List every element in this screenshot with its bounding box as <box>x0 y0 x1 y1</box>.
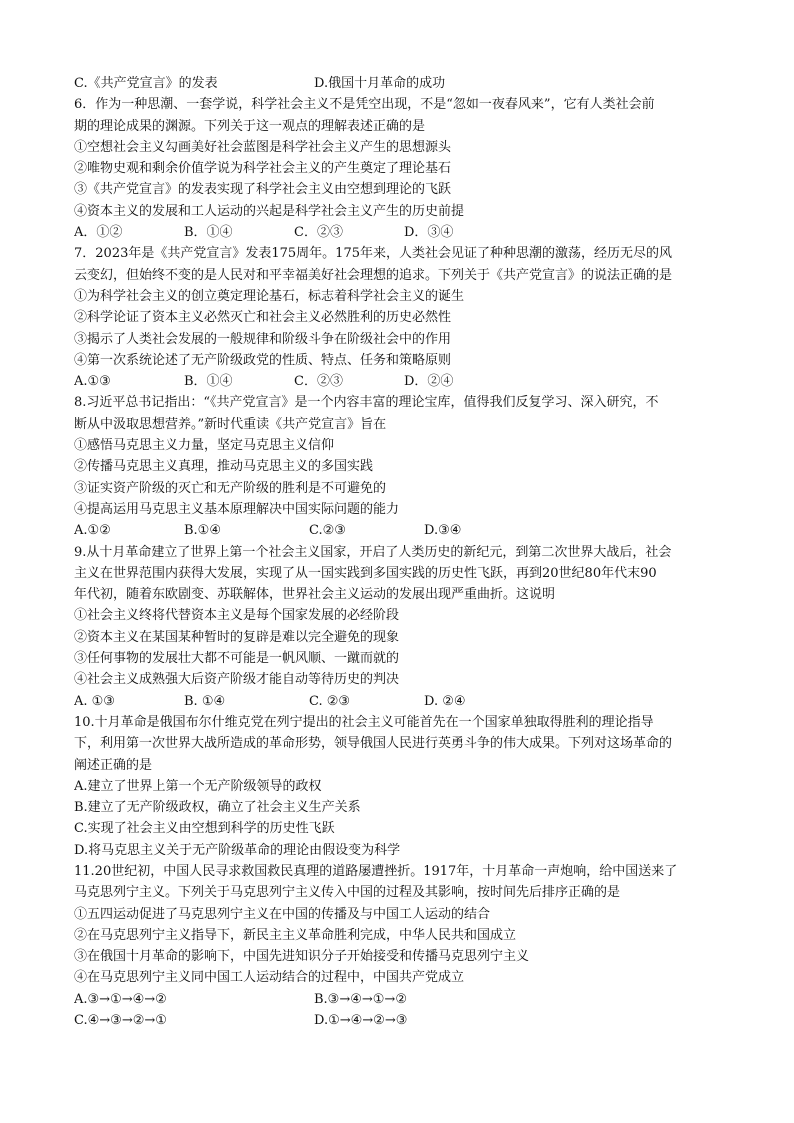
q11-options-row-1 <box>74 989 724 1010</box>
q9-option-c: C. ②③ <box>309 693 351 709</box>
q6-options <box>74 222 724 243</box>
q11-options-row-2 <box>74 1010 724 1031</box>
q9-option-a: A. ①③ <box>74 693 115 709</box>
q9-option-b: B. ①④ <box>184 693 226 709</box>
q11-item-3: ③在俄国十月革命的影响下，中国先进知识分子开始接受和传播马克思列宁主义 <box>74 949 530 965</box>
q8-options <box>74 520 724 541</box>
question-8 <box>74 392 724 541</box>
q8-item-1: ①感悟马克思主义力量，坚定马克思主义信仰 <box>74 438 335 454</box>
q6-option-b: B．①④ <box>184 225 233 241</box>
question-6 <box>74 94 724 243</box>
q10-choice-d: D.将马克思主义关于无产阶级革命的理论由假设变为科学 <box>74 842 401 858</box>
q7-stem-line-2: 云变幻，但始终不变的是人民对和平幸福美好社会理想的追求。下列关于《共产党宣言》的说法正确的是 <box>74 267 673 283</box>
q7-item-4: ④第一次系统论述了无产阶级政党的性质、特点、任务和策略原则 <box>74 352 452 368</box>
q9-item-2: ②资本主义在某国某种暂时的复辟是难以完全避免的现象 <box>74 629 400 645</box>
q7-item-3: ③揭示了人类社会发展的一般规律和阶级斗争在阶级社会中的作用 <box>74 331 452 347</box>
q6-option-d: D．③④ <box>404 225 454 241</box>
question-10 <box>74 712 724 861</box>
q11-stem-line-1: 11.20世纪初，中国人民寻求救国救民真理的道路屡遭挫折。1917年，十月革命一声炮响，给中国送来了 <box>74 863 678 879</box>
q10-choice-c: C.实现了社会主义由空想到科学的历史性飞跃 <box>74 821 335 837</box>
q9-stem-line-2: 主义在世界范围内获得大发展，实现了从一国实践到多国实践的历史性飞跃，再到20世纪80年代末90 <box>74 565 657 581</box>
q9-stem-line-3: 年代初，随着东欧剧变、苏联解体，世界社会主义运动的发展出现严重曲折。这说明 <box>74 587 556 603</box>
q11-option-d: D.①→④→②→③ <box>314 1013 408 1029</box>
q6-option-c: C．②③ <box>294 225 343 241</box>
q11-item-2: ②在马克思列宁主义指导下，新民主主义革命胜利完成，中华人民共和国成立 <box>74 927 517 943</box>
q7-option-c: C．②③ <box>294 374 343 390</box>
q8-item-3: ③证实资产阶级的灭亡和无产阶级的胜利是不可避免的 <box>74 480 387 496</box>
q6-stem-line-1: 6．作为一种思潮、一套学说，科学社会主义不是凭空出现，不是“忽如一夜春风来”，它有人类社会前 <box>74 97 655 113</box>
q7-item-1: ①为科学社会主义的创立奠定理论基石，标志着科学社会主义的诞生 <box>74 288 465 304</box>
exam-content <box>74 73 724 1031</box>
q6-item-1: ①空想社会主义勾画美好社会蓝图是科学社会主义产生的思想源头 <box>74 139 452 155</box>
question-7 <box>74 243 724 392</box>
q6-item-2: ②唯物史观和剩余价值学说为科学社会主义的产生奠定了理论基石 <box>74 161 452 177</box>
q11-stem-line-2: 马克思列宁主义。下列关于马克思列宁主义传入中国的过程及其影响，按时间先后排序正确的是 <box>74 885 621 901</box>
q11-option-c: C.④→③→②→① <box>74 1013 167 1029</box>
q9-options <box>74 691 724 712</box>
q11-item-4: ④在马克思列宁主义同中国工人运动结合的过程中，中国共产党成立 <box>74 970 465 986</box>
q9-option-d: D. ②④ <box>424 693 466 709</box>
q7-option-a: A.①③ <box>74 374 111 390</box>
q8-option-a: A.①② <box>74 523 111 539</box>
q10-stem-line-1: 10.十月革命是俄国布尔什维克党在列宁提出的社会主义可能首先在一个国家单独取得胜利的理论指导 <box>74 714 654 730</box>
q10-stem-line-2: 下，利用第一次世界大战所造成的革命形势，领导俄国人民进行英勇斗争的伟大成果。下列对这场革命的 <box>74 736 673 752</box>
q10-choice-a: A.建立了世界上第一个无产阶级领导的政权 <box>74 778 322 794</box>
q8-item-2: ②传播马克思主义真理，推动马克思主义的多国实践 <box>74 459 374 475</box>
q7-stem-line-1: 7．2023年是《共产党宣言》发表175周年。175年来，人类社会见证了种种思潮的激荡，经历无尽的风 <box>74 246 672 262</box>
q8-stem-line-2: 断从中汲取思想营养。”新时代重读《共产党宣言》旨在 <box>74 416 387 432</box>
q7-option-b: B．①④ <box>184 374 233 390</box>
q9-item-1: ①社会主义终将代替资本主义是每个国家发展的必经阶段 <box>74 608 400 624</box>
q11-item-1: ①五四运动促进了马克思列宁主义在中国的传播及与中国工人运动的结合 <box>74 906 491 922</box>
q8-item-4: ④提高运用马克思主义基本原理解决中国实际问题的能力 <box>74 501 400 517</box>
q6-item-4: ④资本主义的发展和工人运动的兴起是科学社会主义产生的历史前提 <box>74 203 465 219</box>
q8-stem-line-1: 8.习近平总书记指出：“《共产党宣言》是一个内容丰富的理论宝库，值得我们反复学习、深入研究，不 <box>74 395 659 411</box>
q7-options <box>74 371 724 392</box>
q11-option-b: B.③→④→①→② <box>314 991 407 1007</box>
q6-stem-line-2: 期的理论成果的渊源。下列关于这一观点的理解表述正确的是 <box>74 118 426 134</box>
q5-option-c: C.《共产党宣言》的发表 <box>74 76 218 91</box>
q8-option-d: D.③④ <box>424 523 462 539</box>
q11-option-a: A.③→①→④→② <box>74 991 167 1007</box>
q10-choice-b: B.建立了无产阶级政权，确立了社会主义生产关系 <box>74 800 361 816</box>
q8-option-c: C.②③ <box>309 523 346 539</box>
q5-options <box>74 73 724 94</box>
q7-option-d: D．②④ <box>404 374 454 390</box>
q9-item-4: ④社会主义成熟强大后资产阶级才能自动等待历史的判决 <box>74 672 400 688</box>
q8-option-b: B.①④ <box>184 523 221 539</box>
q5-option-d: D.俄国十月革命的成功 <box>314 76 446 91</box>
question-11 <box>74 861 724 1031</box>
question-9 <box>74 542 724 712</box>
q9-item-3: ③任何事物的发展壮大都不可能是一帆风顺、一蹴而就的 <box>74 651 400 667</box>
q7-item-2: ②科学论证了资本主义必然灭亡和社会主义必然胜利的历史必然性 <box>74 310 452 326</box>
q6-option-a: A．①② <box>74 225 123 241</box>
q10-stem-line-3: 阐述正确的是 <box>74 757 153 773</box>
q9-stem-line-1: 9.从十月革命建立了世界上第一个社会主义国家，开启了人类历史的新纪元，到第二次世界大战后，社会 <box>74 544 672 560</box>
q6-item-3: ③《共产党宣言》的发表实现了科学社会主义由空想到理论的飞跃 <box>74 182 452 198</box>
